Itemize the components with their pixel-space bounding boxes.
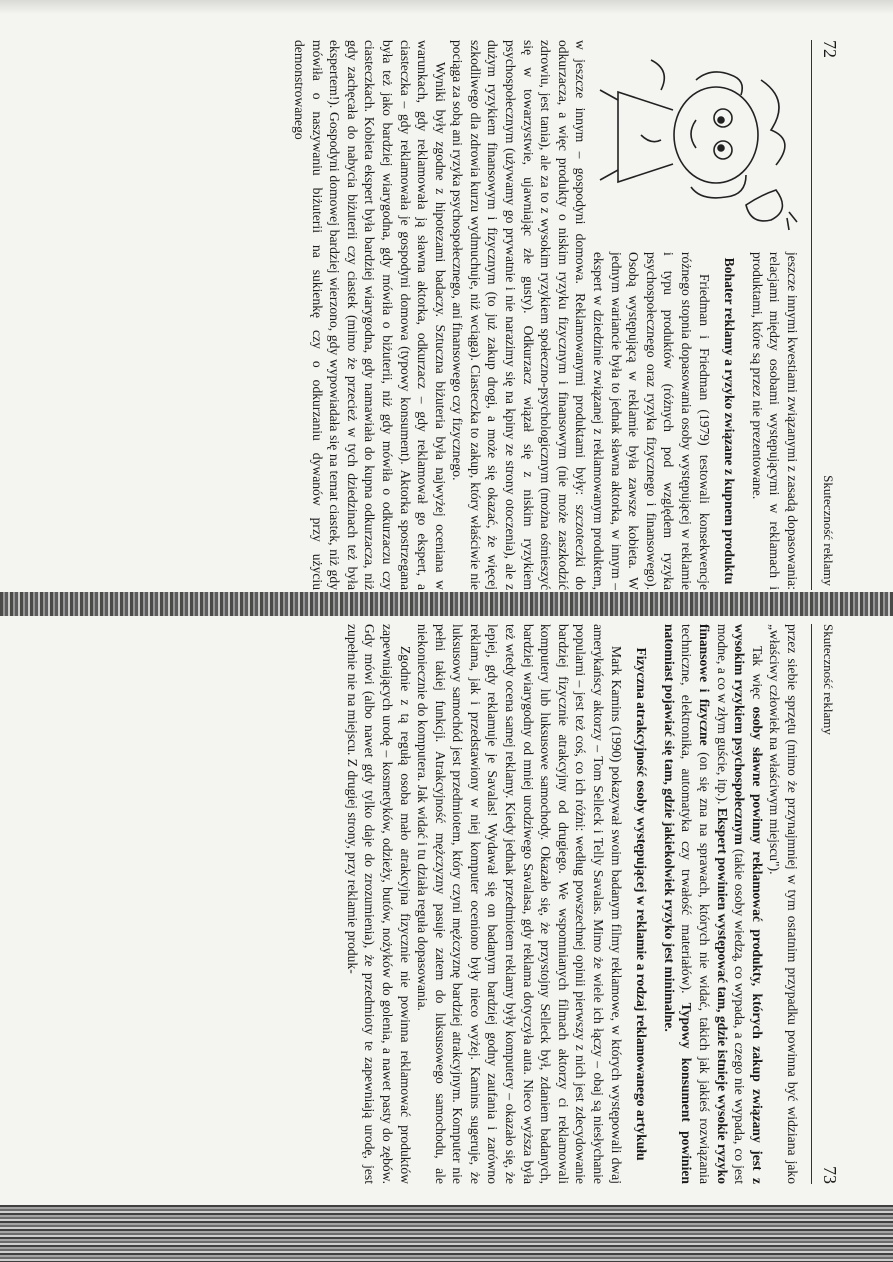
bold-text-run: Ekspert powinien występować tam, gdzie istnieje wysokie ryzyko finansowe i fizyczne <box>697 624 730 1184</box>
bold-text-run: osoby sławne powinny reklamować produkty, których zakup związany jest z wysokim ryzykiem psychospołecznym <box>732 624 765 1184</box>
intro-paragraph: jeszcze innymi kwestiami związanymi z zasadą dopasowania: relacjami między osobami występującymi w reklamach i produktami, które są przez nie prezentowane. <box>749 252 800 590</box>
paragraph: Zgodnie z tą regułą osoba mało atrakcyjna fizycznie nie powinna reklamować produktów zapewniających urodę – kosmetyków, odzieży, butów, nożyków do golenia, a nawet pasty do zębów. Gdy mówi (albo nawet gdy tylko daje do zrozumienia), że przedmioty te zapewniają urodę, jest zupełnie nie na miejscu. Z drugiej strony, przy reklamie produk- <box>344 624 413 1184</box>
text-run: Tak więc <box>749 646 765 707</box>
page-72-body <box>290 40 801 590</box>
page-number: 72 <box>820 40 840 58</box>
text-run: (on się zna na sprawach, których nie widać, takich jak jakieś rozwiązania techniczne, elektronika, automatyka czy trwałość materiałów). <box>679 624 713 1184</box>
paragraph: Wyniki były zgodne z hipotezami badaczy. Sztuczna biżuteria była najwyżej oceniana w warunkach, gdy reklamowała ją sławna aktorka, odkurzacz – gdy reklamował go ekspert, a ciasteczka – gdy reklamowała je gospodyni domowa (typowy konsument). Aktorka spostrzegana była też jako bardziej wiarygodna, gdy mówiła o biżuterii, niż gdy mówiła o odkurzaczu czy ciasteczkach. Kobieta ekspert była bardziej wiarygodna, gdy namawiała do kupna odkurzacza, niż gdy zachęcała do nabycia biżuterii czy ciastek (mimo że przecież w tych dziedzinach też była ekspertem!). Gospodyni domowej bardziej wierzono, gdy wypowiadała się na temat ciastek, niż gdy mówiła o naszywaniu biżuterii na sukienkę czy o odkurzaniu dywanów przy użyciu demonstrowanego <box>291 40 448 590</box>
running-head: Skuteczność reklamy <box>821 624 836 735</box>
text-run: (takie osoby wiedzą, co wypada, a czego nie wypada, co jest modne, a co w złym guście, itp.). <box>714 624 748 1184</box>
page-header-73 <box>811 624 842 1184</box>
scan-edge-bottom <box>0 1205 893 1262</box>
page-header-72 <box>811 40 842 590</box>
scan-edge-top <box>0 0 893 14</box>
cartoon-woman-illustration <box>596 40 801 240</box>
page-72 <box>22 40 842 590</box>
page-73 <box>22 624 842 1184</box>
page-73-body <box>343 624 801 1184</box>
section-heading-hero-risk: Bohater reklamy a ryzyko związane z kupnem produktu <box>722 257 738 585</box>
page-number: 73 <box>820 1166 840 1184</box>
paragraph: Mark Kamins (1990) pokazywał swoim badanym filmy reklamowe, w których występowali dwaj amerykańscy aktorzy – Tom Selleck i Telly Savalas. Mimo że wiele ich łączy – obaj są niesłychanie popularni – jest też coś, co ich różni: według powszechnej opinii pierwszy z nich jest zdecydowanie bardziej fizycznie atrakcyjny od drugiego. We wspomnianych filmach aktorzy ci reklamowali komputery lub luksusowe samochody. Okazało się, że przystojny Selleck był, zdaniem badanych, bardziej wiarygodny od mniej urodziwego Savalasa, gdy reklama dotyczyła auta. Nieco wyższa była też wtedy ocena samej reklamy. Kiedy jednak przedmiotem reklamy były komputery – okazało się, że lepiej, gdy reklamuje je Savalas! Wydawał się on badanym bardziej godny zaufania i zarówno reklama, jak i przedstawiony w niej komputer oceniono były nieco wyżej. Kamins sugeruje, że luksusowy samochód jest przedmiotem, który czyni mężczyznę bardziej atrakcyjnym. Komputer nie pełni takiej funkcji. Atrakcyjność mężczyzny pasuje zatem do luksusowego samochodu, ale niekoniecznie do komputera. Jak widać i tu działa reguła dopasowania. <box>415 624 624 1184</box>
book-gutter <box>0 592 893 616</box>
paragraph: Friedman i Friedman (1979) testowali konsekwencje różnego stopnia dopasowania osoby występującej w reklamie i typu produktów (różnych pod względem ryzyka psychospołecznego oraz ryzyka fizycznego i finansowego). Osobą występującą w reklamie była zawsze kobieta. W jednym wariancie była to jednak sławna aktorka, w innym – ekspert w dziedzinie związanej z reklamowanym produktem, w jeszcze innym – gospodyni domowa. Reklamowanymi produktami były: szczoteczki do odkurzacza, a więc produkty o niskim ryzyku fizycznym i finansowym (nie może zaszkodzić zdrowiu, jest tania), ale za to z wysokim ryzykiem społeczno-psychologicznym (można ośmieszyć się w towarzystwie, ujawniając złe gusty). Odkurzacz wiązał się z niskim ryzykiem psychospołecznym (używamy go prywatnie i nie narazimy się na kpiny ze strony otoczenia), ale z dużym ryzykiem finansowym i fizycznym (to już zakup drogi, a może się okazać, że więcej szkodliwego dla zdrowia kurzu wydmuchuje, niż wciąga). Ciasteczka to zakup, który właściwie nie pociąga za sobą ani ryzyka psychospołecznego, ani finansowego czy fizycznego. <box>450 40 712 590</box>
bold-text-run: Typowy konsument powinien natomiast pojawiać się tam, gdzie jakiekolwiek ryzyko jest minimalne. <box>661 624 695 1184</box>
running-head: Skuteczność reklamy <box>821 475 836 586</box>
paragraph-summary <box>660 624 766 1184</box>
continuation-paragraph: przez siebie sprzętu (mimo że przynajmniej w tym ostatnim przypadku powinna być widziana jako „właściwy człowiek na właściwym miejscu"). <box>767 624 800 1184</box>
section-heading-attractiveness: Fizyczna atrakcyjność osoby występującej w reklamie a rodzaj reklamowanego artykułu <box>634 647 650 1161</box>
